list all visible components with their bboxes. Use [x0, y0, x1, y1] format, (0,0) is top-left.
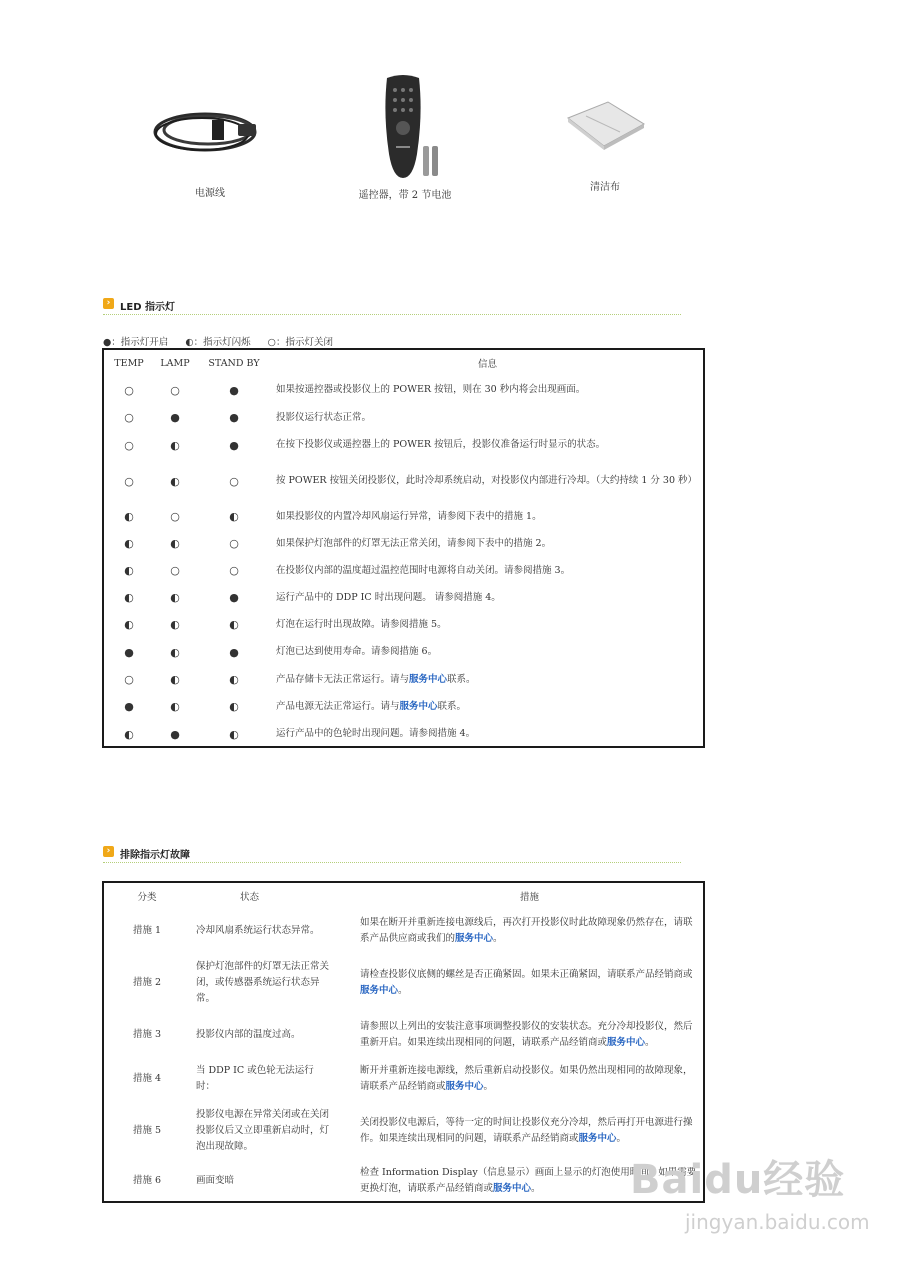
led-standby-status: ○: [229, 537, 239, 550]
fault-category: 措施 5: [132, 1125, 162, 1136]
fault-category: 措施 1: [132, 925, 162, 936]
led-temp-status: ○: [124, 474, 134, 488]
section-title: 排除指示灯故障: [120, 850, 190, 861]
fault-category: 措施 6: [132, 1175, 162, 1186]
watermark-logo: [630, 1148, 845, 1205]
led-table: [104, 350, 703, 748]
led-standby-status: ●: [229, 645, 239, 659]
led-info-text: 运行产品中的 DDP IC 时出现问题。 请参阅措施 4。: [276, 591, 501, 603]
fault-state: 冷却风扇系统运行状态异常。: [196, 925, 320, 936]
led-temp-status: ◐: [124, 564, 134, 577]
service-center-link[interactable]: 服务中心: [493, 1183, 532, 1194]
fault-action-text: 断开并重新连接电源线，然后重新启动投影仪。如果仍然出现相同的故障现象，请联系产品经销商或: [360, 1065, 693, 1092]
fault-action-text: 检查 Information Display（信息显示）画面上显示的灯泡使用时间。如果需要更换灯泡，请联系产品经销商或: [360, 1167, 697, 1194]
led-row: [104, 638, 703, 666]
service-center-link[interactable]: 服务中心: [455, 933, 494, 944]
led-info-text: 按 POWER 按钮关闭投影仪，此时冷却系统启动，对投影仪内部进行冷却。（大约持续 1 分 30 秒）: [276, 475, 698, 486]
fault-row: [104, 1013, 703, 1057]
led-info: [272, 666, 703, 693]
legend-blink: ◐：指示灯闪烁: [185, 337, 251, 348]
led-info-text: 灯泡已达到使用寿命。请参阅措施 6。: [276, 646, 438, 657]
accessory-remote-control: [335, 74, 475, 201]
fault-section-header: [103, 846, 681, 863]
led-row: [104, 693, 703, 720]
fault-state: 当 DDP IC 或色轮无法运行时：: [196, 1065, 314, 1092]
led-standby-status: ●: [229, 383, 239, 397]
fault-action-text: 如果在断开并重新连接电源线后，再次打开投影仪时此故障现象仍然存在，请联系产品供应商或我们的: [360, 917, 693, 944]
header-info: 信息: [477, 359, 497, 370]
fault-row: [104, 953, 703, 1013]
service-center-link[interactable]: 服务中心: [399, 700, 438, 712]
led-row: [104, 530, 703, 557]
led-lamp-status: ◐: [170, 474, 180, 488]
accessory-label: 清洁布: [590, 182, 620, 193]
led-info: [272, 638, 703, 666]
led-lamp-status: ◐: [170, 591, 180, 604]
header-state: 状态: [240, 892, 260, 903]
led-row: [104, 431, 703, 459]
led-standby-status: ○: [229, 474, 239, 488]
led-info: [272, 459, 703, 503]
led-info-text: 产品存储卡无法正常运行。请与: [276, 673, 410, 685]
fault-action-tail: 。: [398, 985, 408, 996]
fault-table: [104, 883, 703, 1201]
led-standby-status: ○: [229, 564, 239, 577]
fault-row: [104, 909, 703, 953]
fault-row: [104, 1101, 703, 1161]
led-temp-status: ●: [124, 700, 134, 713]
header-lamp: LAMP: [160, 357, 190, 369]
power-cord-image: [150, 100, 270, 170]
led-lamp-status: ●: [170, 727, 180, 741]
accessory-power-cord: [140, 100, 280, 199]
led-row: [104, 459, 703, 503]
led-temp-status: ○: [124, 438, 134, 452]
section-arrow-icon: ›: [103, 298, 114, 309]
cleaning-cloth-image: [560, 96, 650, 156]
led-lamp-status: ◐: [170, 438, 180, 452]
led-row: [104, 720, 703, 748]
led-info-text: 在投影仪内部的温度超过温控范围时电源将自动关闭。请参阅措施 3。: [276, 564, 571, 576]
fault-action-tail: 。: [483, 1081, 494, 1092]
led-row: [104, 404, 703, 431]
led-standby-status: ◐: [229, 673, 239, 686]
led-lamp-status: ◐: [170, 673, 180, 686]
fault-action-text: 关闭投影仪电源后，等待一定的时间让投影仪充分冷却，然后再打开电源进行操作。如果连续出现相同的问题，请联系产品经销商或: [360, 1117, 693, 1144]
accessory-cleaning-cloth: [535, 96, 675, 193]
service-center-link[interactable]: 服务中心: [445, 1081, 484, 1092]
fault-action-tail: 。: [531, 1183, 541, 1194]
fault-table-box: [102, 881, 705, 1203]
fault-action: [356, 1013, 703, 1057]
watermark-url: jingyan.baidu.com: [685, 1210, 870, 1234]
fault-state: 投影仪内部的温度过高。: [196, 1029, 301, 1040]
service-center-link[interactable]: 服务中心: [409, 673, 448, 685]
accessory-label: 电源线: [195, 188, 225, 199]
led-row: [104, 503, 703, 530]
fault-category: 措施 3: [132, 1029, 162, 1040]
led-info: [272, 611, 703, 638]
led-lamp-status: ○: [170, 383, 180, 397]
fault-category: 措施 4: [132, 1073, 162, 1084]
fault-state: 保护灯泡部件的灯罩无法正常关闭，或传感器系统运行状态异常。: [196, 961, 330, 1004]
led-info: [272, 530, 703, 557]
led-info-text: 灯泡在运行时出现故障。请参阅措施 5。: [276, 618, 447, 630]
fault-state: 画面变暗: [196, 1175, 235, 1186]
header-category: 分类: [137, 892, 157, 903]
led-temp-status: ◐: [124, 537, 134, 550]
led-info-text: 投影仪运行状态正常。: [276, 411, 372, 423]
legend-off: ○：指示灯关闭: [267, 337, 333, 348]
led-info-text: 产品电源无法正常运行。请与: [276, 700, 400, 712]
fault-action: [356, 1057, 703, 1101]
accessory-label: 遥控器，带 2 节电池: [358, 190, 452, 201]
header-standby: STAND BY: [208, 357, 260, 369]
fault-action-tail: 。: [493, 933, 503, 944]
led-info: [272, 376, 703, 404]
led-lamp-status: ◐: [170, 537, 180, 550]
led-temp-status: ●: [124, 645, 134, 659]
led-legend: [103, 334, 347, 348]
fault-action: [356, 953, 703, 1013]
led-info-text: 在按下投影仪或遥控器上的 POWER 按钮后，投影仪准备运行时显示的状态。: [276, 439, 606, 450]
led-lamp-status: ◐: [170, 618, 180, 631]
remote-control-image: [365, 74, 445, 180]
led-row: [104, 584, 703, 611]
led-temp-status: ○: [124, 383, 134, 397]
fault-state: 投影仪电源在异常关闭或在关闭投影仪后又立即重新启动时，灯泡出现故障。: [196, 1109, 330, 1152]
led-row: [104, 666, 703, 693]
led-standby-status: ●: [229, 438, 239, 452]
led-info: [272, 431, 703, 459]
led-info-text: 如果投影仪的内置冷却风扇运行异常，请参阅下表中的措施 1。: [276, 510, 542, 522]
led-info: [272, 720, 703, 748]
led-info-tail: 联系。: [437, 700, 467, 712]
led-standby-status: ◐: [229, 727, 239, 741]
section-arrow-icon: ›: [103, 846, 114, 857]
led-table-box: [102, 348, 705, 748]
led-temp-status: ◐: [124, 727, 134, 741]
service-center-link[interactable]: 服务中心: [360, 985, 399, 996]
fault-category: 措施 2: [132, 977, 162, 988]
legend-on: ●：指示灯开启: [103, 337, 169, 348]
led-lamp-status: ●: [170, 411, 180, 424]
led-info-text: 运行产品中的色轮时出现问题。请参阅措施 4。: [276, 728, 476, 739]
led-info: [272, 693, 703, 720]
led-lamp-status: ◐: [170, 700, 180, 713]
led-row: [104, 376, 703, 404]
led-standby-status: ●: [229, 411, 239, 424]
led-info: [272, 404, 703, 431]
fault-row: [104, 1057, 703, 1101]
fault-action-text: 请参照以上列出的安装注意事项调整投影仪的安装状态。充分冷却投影仪，然后重新开启。如果连续出现相同的问题，请联系产品经销商或: [360, 1021, 693, 1048]
led-info: [272, 503, 703, 530]
service-center-link[interactable]: 服务中心: [607, 1037, 646, 1048]
led-info-tail: 联系。: [447, 673, 476, 685]
led-standby-status: ●: [229, 591, 239, 604]
led-temp-status: ◐: [124, 618, 134, 631]
led-row: [104, 557, 703, 584]
led-lamp-status: ○: [170, 510, 180, 523]
led-standby-status: ◐: [229, 510, 239, 523]
led-standby-status: ◐: [229, 618, 239, 631]
led-standby-status: ◐: [229, 700, 239, 713]
service-center-link[interactable]: 服务中心: [578, 1133, 617, 1144]
header-temp: TEMP: [114, 357, 144, 369]
led-temp-status: ◐: [124, 510, 134, 523]
watermark-brand: Baidu经验: [630, 1157, 846, 1203]
led-lamp-status: ○: [170, 564, 180, 577]
led-temp-status: ○: [124, 411, 134, 424]
led-row: [104, 611, 703, 638]
led-info-text: 如果按遥控器或投影仪上的 POWER 按钮，则在 30 秒内将会出现画面。: [276, 384, 586, 395]
led-info: [272, 584, 703, 611]
fault-action: [356, 909, 703, 953]
led-info: [272, 557, 703, 584]
fault-action-tail: 。: [645, 1037, 655, 1048]
fault-action-text: 请检查投影仪底侧的螺丝是否正确紧固。如果未正确紧固，请联系产品经销商或: [360, 969, 693, 980]
led-temp-status: ◐: [124, 591, 134, 604]
fault-action-tail: 。: [616, 1133, 627, 1144]
led-section-header: [103, 298, 681, 315]
section-title: LED 指示灯: [120, 302, 175, 313]
led-temp-status: ○: [124, 673, 134, 686]
led-info-text: 如果保护灯泡部件的灯罩无法正常关闭，请参阅下表中的措施 2。: [276, 537, 552, 549]
led-lamp-status: ◐: [170, 645, 180, 659]
fault-row: [104, 1161, 703, 1201]
header-action: 措施: [519, 892, 539, 903]
